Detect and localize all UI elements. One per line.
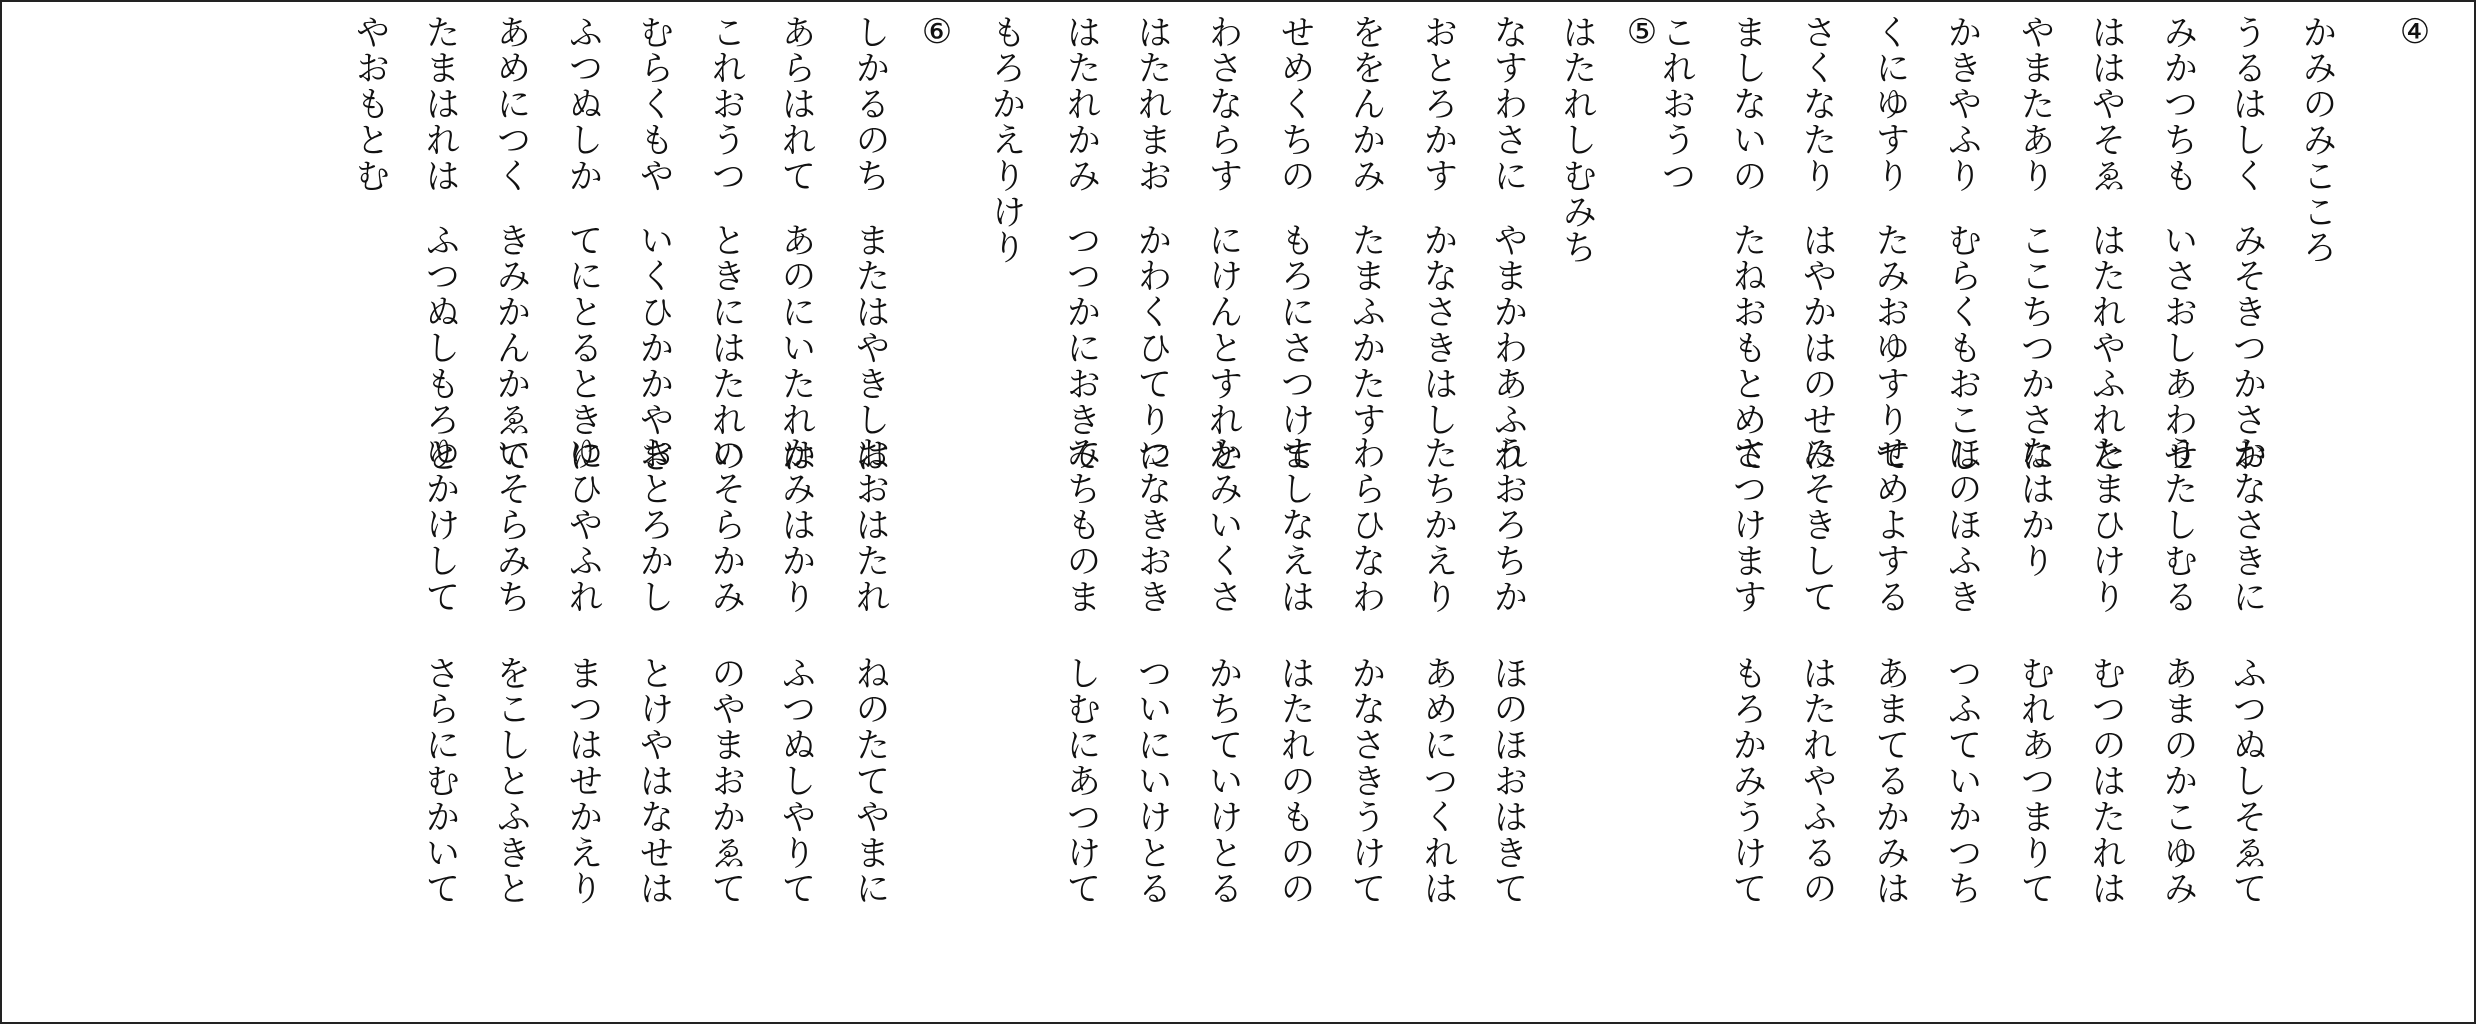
verse-segment: さつけます bbox=[1727, 435, 1767, 615]
verse-segment: ふつぬしそゑて bbox=[2227, 655, 2267, 907]
text-column bbox=[624, 14, 684, 1014]
text-column bbox=[1478, 14, 1538, 1014]
verse-segment: わさならす bbox=[1203, 14, 1243, 194]
verse-segment: かなさきはし bbox=[1418, 222, 1458, 438]
text-column bbox=[2076, 14, 2136, 1014]
text-column bbox=[1336, 14, 1396, 1014]
text-column bbox=[2217, 14, 2277, 1014]
verse-segment: ついにいけとる bbox=[1132, 655, 1172, 907]
verse-segment: ふつぬしか bbox=[563, 14, 603, 194]
text-column bbox=[2148, 14, 2208, 1014]
verse-segment: かなさきに bbox=[2227, 435, 2267, 615]
verse-segment: もろかみうけて bbox=[1727, 655, 1767, 907]
verse-segment: はたれのものの bbox=[1275, 655, 1315, 907]
verse-segment: さらにむかいて bbox=[420, 655, 460, 907]
text-column bbox=[1717, 14, 1777, 1014]
verse-segment: やおもとむ bbox=[350, 14, 390, 194]
verse-segment: つふていかつち bbox=[1942, 655, 1982, 907]
verse-segment: はたれやふれと bbox=[2086, 222, 2126, 474]
text-column bbox=[1408, 14, 1468, 1014]
verse-segment: ゆかけして bbox=[420, 435, 460, 615]
verse-segment: いそらみち bbox=[491, 435, 531, 615]
text-column bbox=[1547, 14, 1607, 1014]
verse-segment: たちかえり bbox=[1418, 435, 1458, 615]
verse-segment: あめにつくれは bbox=[1418, 655, 1458, 907]
verse-segment: つなきおき bbox=[1132, 435, 1172, 615]
verse-segment: ほのほおはきて bbox=[1488, 655, 1528, 907]
verse-segment: むつのはたれは bbox=[2086, 655, 2126, 907]
section-number: ⑥ bbox=[921, 12, 953, 52]
text-column bbox=[1051, 14, 1111, 1014]
text-column bbox=[410, 14, 470, 1014]
text-column bbox=[696, 14, 756, 1014]
verse-segment: いさおしあわせ bbox=[2158, 222, 2198, 474]
text-column bbox=[766, 14, 826, 1014]
verse-segment: ふつぬしやりて bbox=[776, 655, 816, 907]
verse-segment: やまかわあふれ bbox=[1488, 222, 1528, 474]
verse-segment: みそきつかさお bbox=[2227, 222, 2267, 474]
text-column bbox=[1860, 14, 1920, 1014]
verse-segment: まつはせかえり bbox=[563, 655, 603, 907]
text-column bbox=[2287, 14, 2347, 1014]
verse-segment: うるはしく bbox=[2227, 14, 2267, 194]
verse-segment: かみのみこころ bbox=[2297, 14, 2337, 266]
verse-segment: はたれかみ bbox=[1061, 14, 1101, 194]
verse-segment: ゆひやふれ bbox=[563, 435, 603, 615]
verse-segment: のやまおかゑて bbox=[706, 655, 746, 907]
verse-segment: みかつちも bbox=[2158, 14, 2198, 194]
text-column bbox=[976, 14, 1036, 1014]
verse-segment: はやかはのせに bbox=[1797, 222, 1837, 474]
verse-segment: もろかえりけり bbox=[986, 14, 1026, 266]
verse-segment: なすわさに bbox=[1488, 14, 1528, 194]
verse-segment: かなさきうけて bbox=[1346, 655, 1386, 907]
verse-segment: とけやはなせは bbox=[634, 655, 674, 907]
verse-segment: あらはれて bbox=[776, 14, 816, 194]
verse-segment: ほのほふき bbox=[1942, 435, 1982, 615]
verse-segment: しむにあつけて bbox=[1061, 655, 1101, 907]
verse-segment: かきやふり bbox=[1942, 14, 1982, 194]
text-column bbox=[1193, 14, 1253, 1014]
verse-segment: いそらかみ bbox=[706, 435, 746, 615]
verse-segment: しかるのち bbox=[850, 14, 890, 194]
verse-segment: ときにはたれの bbox=[706, 222, 746, 474]
verse-segment: をこしとふきと bbox=[491, 655, 531, 907]
verse-segment: ふつぬしもろと bbox=[420, 222, 460, 474]
verse-segment: てにとるときに bbox=[563, 222, 603, 474]
verse-segment: またはやきしは bbox=[850, 222, 890, 474]
text-column bbox=[340, 14, 400, 1014]
verse-segment: あめにつく bbox=[491, 14, 531, 194]
verse-segment: ましなえは bbox=[1275, 435, 1315, 615]
verse-segment: たまはれは bbox=[420, 14, 460, 194]
verse-segment: もろにさつけて bbox=[1275, 222, 1315, 474]
section-number: ④ bbox=[2399, 12, 2431, 52]
verse-segment: はたれやふるの bbox=[1797, 655, 1837, 907]
verse-segment: かみいくさ bbox=[1203, 435, 1243, 615]
verse-segment: これおうつ bbox=[1656, 14, 1696, 194]
verse-segment: かみはかり bbox=[776, 435, 816, 615]
verse-segment: みちものま bbox=[1061, 435, 1101, 615]
text-column bbox=[1646, 14, 1706, 1014]
verse-segment: ははやそゑ bbox=[2086, 14, 2126, 194]
verse-segment: せめよする bbox=[1870, 435, 1910, 615]
verse-segment: きみかんかゑて bbox=[491, 222, 531, 474]
verse-segment: かちていけとる bbox=[1203, 655, 1243, 907]
verse-segment: むらくもや bbox=[634, 14, 674, 194]
verse-segment: ををんかみ bbox=[1346, 14, 1386, 194]
verse-segment: うおろちか bbox=[1488, 435, 1528, 615]
verse-segment: ましないの bbox=[1727, 14, 1767, 194]
verse-segment: いくひかかやき bbox=[634, 222, 674, 474]
text-column bbox=[1122, 14, 1182, 1014]
text-column bbox=[1932, 14, 1992, 1014]
verse-segment: つつかにおきて bbox=[1061, 222, 1101, 474]
verse-segment: はたれまお bbox=[1132, 14, 1172, 194]
text-column bbox=[1265, 14, 1325, 1014]
verse-segment: ここちつかさに bbox=[2015, 222, 2055, 474]
verse-segment: さくなたり bbox=[1797, 14, 1837, 194]
verse-segment: にけんとすれと bbox=[1203, 222, 1243, 474]
verse-segment: あまのかこゆみ bbox=[2158, 655, 2198, 907]
verse-segment: はたれしむみち bbox=[1557, 14, 1597, 266]
verse-segment: やまたあり bbox=[2015, 14, 2055, 194]
text-column bbox=[2005, 14, 2065, 1014]
verse-segment: たまふかたす bbox=[1346, 222, 1386, 438]
verse-segment: ねのたてやまに bbox=[850, 655, 890, 907]
verse-segment: たみおゆすりて bbox=[1870, 222, 1910, 474]
verse-segment: あまてるかみは bbox=[1870, 655, 1910, 907]
verse-segment: わらひなわ bbox=[1346, 435, 1386, 615]
verse-segment: せめくちの bbox=[1275, 14, 1315, 194]
verse-segment: たまひけり bbox=[2086, 435, 2126, 615]
verse-segment: みそきして bbox=[1797, 435, 1837, 615]
text-column bbox=[1787, 14, 1847, 1014]
verse-segment: これおうつ bbox=[706, 14, 746, 194]
verse-segment: あのにいたれは bbox=[776, 222, 816, 474]
verse-segment: うたしむる bbox=[2158, 435, 2198, 615]
verse-segment: なはかり bbox=[2015, 435, 2055, 579]
verse-segment: かわくひてりに bbox=[1132, 222, 1172, 474]
section-number: ⑤ bbox=[1626, 12, 1658, 52]
verse-segment: おとろかす bbox=[1418, 14, 1458, 194]
text-column bbox=[840, 14, 900, 1014]
verse-segment: おおはたれ bbox=[850, 435, 890, 615]
verse-segment: くにゆすり bbox=[1870, 14, 1910, 194]
verse-segment: むれあつまりて bbox=[2015, 655, 2055, 907]
verse-segment: おとろかし bbox=[634, 435, 674, 615]
text-column bbox=[481, 14, 541, 1014]
verse-segment: むらくもおこし bbox=[1942, 222, 1982, 474]
text-column bbox=[553, 14, 613, 1014]
verse-segment: たねおもとめて bbox=[1727, 222, 1767, 474]
